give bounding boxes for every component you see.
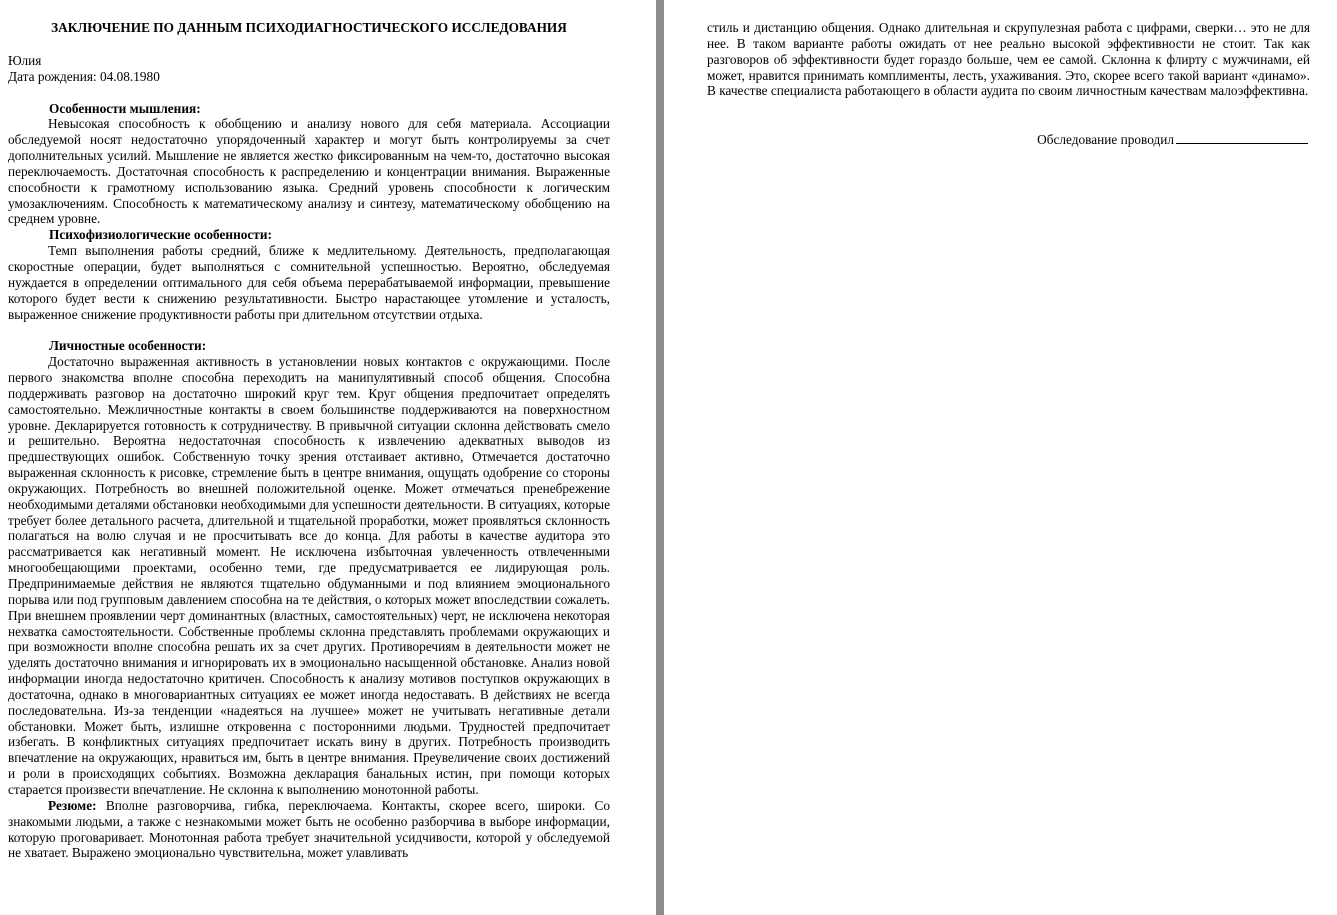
subject-name: Юлия <box>8 52 42 68</box>
summary-paragraph <box>8 798 610 861</box>
text-column-right <box>707 0 1310 148</box>
signature-label: Обследование проводил <box>1037 132 1174 148</box>
document-title: ЗАКЛЮЧЕНИЕ ПО ДАННЫМ ПСИХОДИАГНОСТИЧЕСКОГО ИССЛЕДОВАНИЯ <box>51 20 567 35</box>
text-column-left <box>8 0 610 861</box>
signature-block <box>707 131 1310 148</box>
blank-line <box>8 85 610 101</box>
section-text-personality: Достаточно выраженная активность в установлении новых контактов с окружающими. После первого знакомства вполне способна переходить на манипулятивный способ общения. Способна поддерживать разговор на достаточно широкий круг тем. Круг общения предпочитает определять самостоятельно. Межличностные контакты в своем большинстве поддерживаются на поверхностном уровне. Декларируется готовность к сотрудничеству. В привычной ситуации склонна действовать смело и решительно. Вероятна недостаточная способность к извлечению адекватных выводов из предшествующих ошибок. Собственную точку зрения отстаивает активно, Отмечается достаточно выраженная склонность к рисовке, стремление быть в центре внимания, ощущать одобрение со стороны окружающих. Потребность во внешней положительной оценке. Может отмечаться пренебрежение необходимыми деталями обстановки необходимыми для успешности деятельности. В ситуациях, которые требует более детального расчета, длительной и тщательной проработки, может проявляться склонность полагаться на волю случая и не просчитывать все до конца. Для работы в качестве аудитора это рассматривается как негативный момент. Не исключена избыточная увлеченность отвлеченными многообещающими проектами, особенно теми, где предусматривается ее лидирующая роль. Предпринимаемые действия не являются тщательно обдуманными и под влиянием эмоционального порыва или под групповым давлением способна на те действия, о которых может впоследствии сожалеть. При внешнем проявлении черт доминантных (властных, самостоятельных) черт, не исключена некоторая нехватка самостоятельности. Собственные проблемы склонна представлять проблемами окружающих и при возможности вполне способна решать их за счет других. Противоречиям в деятельности может не уделять достаточно внимания и игнорировать их в эмоционально насыщенной обстановке. Анализ новой информации иногда недостаточно критичен. Способность к анализу мотивов поступков окружающих в достаточна, однако в многовариантных ситуациях ее может иногда недоставать. В действиях не всегда последовательна. Из-за тенденции «надеяться на лучшее» может не учитывать негативные детали обстановки. Может быть, излишне откровенна с посторонними людьми. Трудностей предпочитает избегать. В конфликтных ситуациях предпочитает искать вину в других. Потребность производить впечатление на окружающих, нравиться им, быть в центре внимания. Преувеличение своих достижений и роли в происходящих событиях. Возможна декларация банальных истин, при помощи которых старается произвести впечатление. Не склонна к выполнению монотонной работы. <box>8 354 610 797</box>
blank-line <box>8 322 610 338</box>
birth-date: Дата рождения: 04.08.1980 <box>8 68 160 84</box>
summary-text-part1: Вполне разговорчива, гибка, переключаема. Контакты, скорее всего, широки. Со знакомыми людьми, а также с незнакомыми может быть не особенно разборчива в выборе информации, которую проговаривает. Монотонная работа требует значительной усидчивости, которой у обследуемой не хватает. Выражено эмоционально чувствительна, может улавливать <box>8 797 610 861</box>
section-text-psychophysiology: Темп выполнения работы средний, ближе к медлительному. Деятельность, предполагающая скоростные операции, будет выполняться с сомнительной успешностью. Вероятно, обследуемая нуждается в определении оптимального для себя объема перерабатываемой информации, превышение которого будет вести к снижению результативности. Быстро нарастающее утомление и усталость, выраженное снижение продуктивности работы при длительном отсутствии отдыха. <box>8 243 610 322</box>
section-text-thinking: Невысокая способность к обобщению и анализу нового для себя материала. Ассоциации обследуемой носят недостаточно упорядоченный характер и могут быть контролируемы за счет дополнительных усилий. Мышление не является жестко фиксированным на чем-то, достаточно высокая переключаемость. Достаточная способность к распределению и концентрации внимания. Выраженные способности к грамотному использованию языка. Средний уровень способности к логическим умозаключениям. Способность к математическому анализу и синтезу, математическому обобщению на среднем уровне. <box>8 116 610 227</box>
summary-text-part2: стиль и дистанцию общения. Однако длительная и скрупулезная работа с цифрами, сверки… это не для нее. В таком варианте работы ожидать от нее реально высокой эффективности не стоит. Так как разговоров об эффективности будет гораздо больше, чем ее самой. Склонна к флирту с мужчинами, ей может, нравится принимать комплименты, лесть, ухаживания. Это, скорее всего такой вариант «динамо». В качестве специалиста работающего в области аудита по своим личностным качествам малоэффективна. <box>707 20 1310 99</box>
page-gutter <box>656 0 664 915</box>
section-heading-personality: Личностные особенности: <box>49 338 207 354</box>
blank-line <box>707 99 1310 115</box>
signature-line <box>1176 131 1308 144</box>
section-heading-thinking: Особенности мышления: <box>49 100 201 116</box>
document-page-right <box>664 0 1337 915</box>
document-page-left <box>0 0 656 915</box>
summary-lead: Резюме: <box>48 797 97 813</box>
section-heading-psychophysiology: Психофизиологические особенности: <box>49 227 272 243</box>
